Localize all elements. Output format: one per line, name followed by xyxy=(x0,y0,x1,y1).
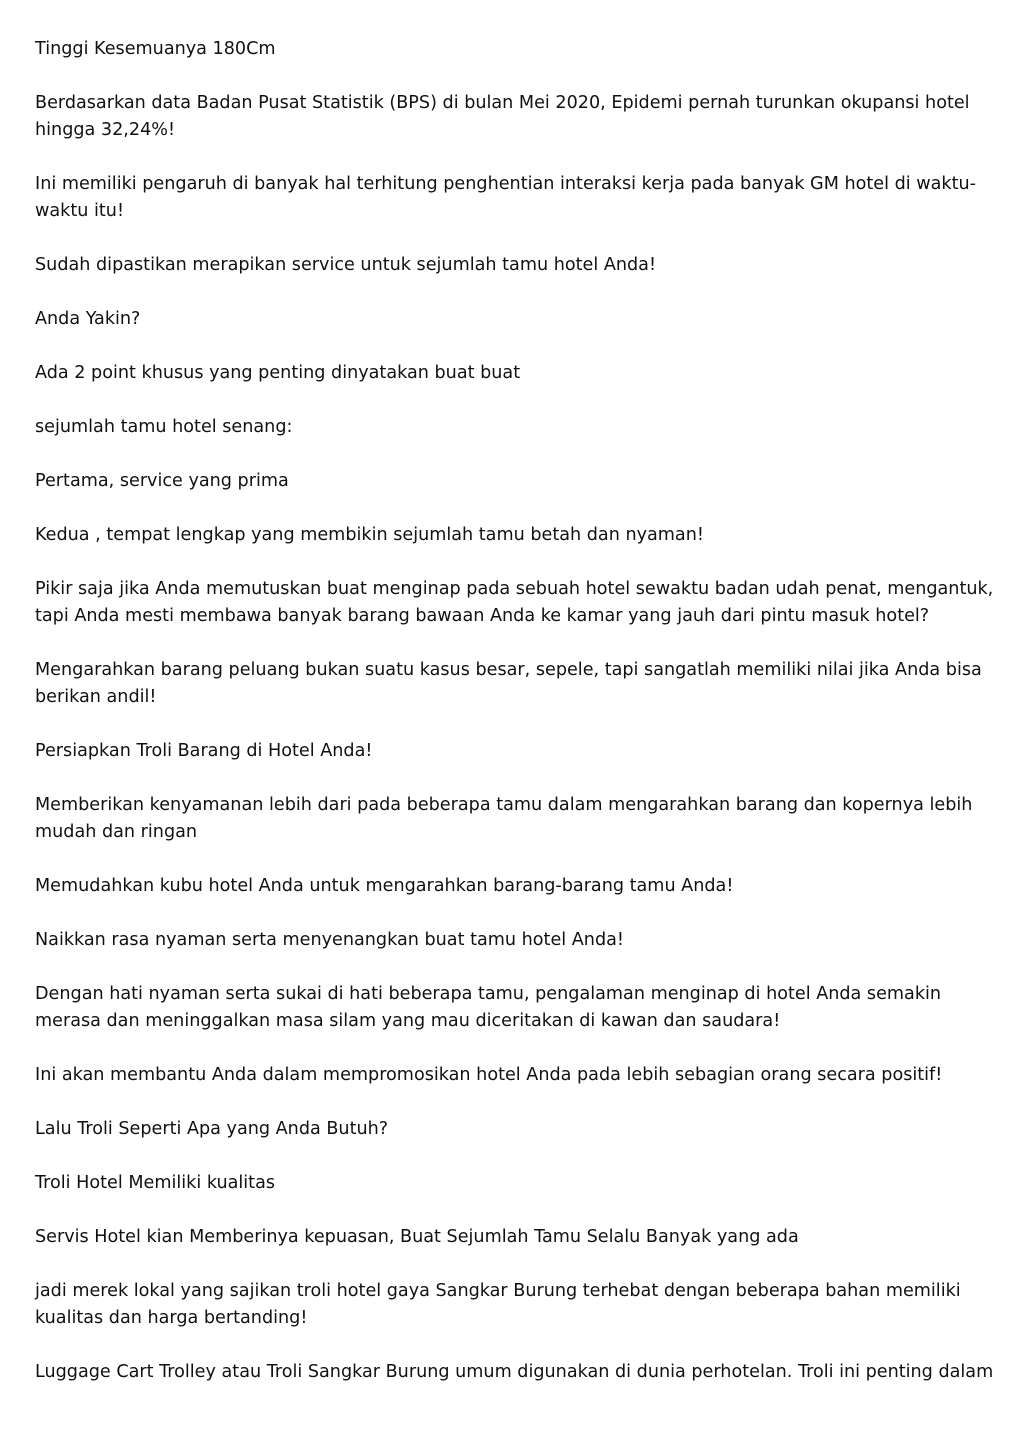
paragraph-question: Anda Yakin? xyxy=(35,309,141,329)
paragraph-raise-comfort: Naikkan rasa nyaman serta menyenangkan buat tamu hotel Anda! xyxy=(35,930,624,950)
paragraph-satisfaction: Servis Hotel kian Memberinya kepuasan, Buat Sejumlah Tamu Selalu Banyak yang ada xyxy=(35,1227,799,1247)
paragraph-quality: Troli Hotel Memiliki kualitas xyxy=(35,1173,276,1193)
paragraph-comfort: Memberikan kenyamanan lebih dari pada beberapa tamu dalam mengarahkan barang dan kopernya lebih mudah dan ringan xyxy=(35,795,973,842)
paragraph-service: Sudah dipastikan merapikan service untuk sejumlah tamu hotel Anda! xyxy=(35,255,657,275)
paragraph-luggage-cart: Luggage Cart Trolley atau Troli Sangkar Burung umum digunakan di dunia perhotelan. Troli ini penting dalam xyxy=(35,1362,994,1382)
paragraph-first-point: Pertama, service yang prima xyxy=(35,471,289,491)
paragraph-influence: Ini memiliki pengaruh di banyak hal terhitung penghentian interaksi kerja pada banyak GM hotel di waktu-waktu itu! xyxy=(35,174,976,221)
paragraph-second-point: Kedua , tempat lengkap yang membikin sejumlah tamu betah dan nyaman! xyxy=(35,525,704,545)
paragraph-ease: Memudahkan kubu hotel Anda untuk mengarahkan barang-barang tamu Anda! xyxy=(35,876,734,896)
paragraph-prepare-trolley: Persiapkan Troli Barang di Hotel Anda! xyxy=(35,741,373,761)
paragraph-which-trolley: Lalu Troli Seperti Apa yang Anda Butuh? xyxy=(35,1119,389,1139)
paragraph-bps-data: Berdasarkan data Badan Pusat Statistik (BPS) di bulan Mei 2020, Epidemi pernah turunkan okupansi hotel hingga 32,24%! xyxy=(35,93,970,140)
paragraph-two-points: Ada 2 point khusus yang penting dinyatakan buat buat xyxy=(35,363,521,383)
paragraph-imagine: Pikir saja jika Anda memutuskan buat menginap pada sebuah hotel sewaktu badan udah penat, mengantuk, tapi Anda mesti membawa banyak barang bawaan Anda ke kamar yang jauh dari pintu masuk hotel? xyxy=(35,579,994,626)
paragraph-experience: Dengan hati nyaman serta sukai di hati beberapa tamu, pengalaman menginap di hotel Anda semakin merasa dan meninggalkan masa silam yang mau diceritakan di kawan dan saudara! xyxy=(35,984,942,1031)
paragraph-height: Tinggi Kesemuanya 180Cm xyxy=(35,39,276,59)
document-page xyxy=(35,36,995,1413)
paragraph-guests-happy: sejumlah tamu hotel senang: xyxy=(35,417,293,437)
paragraph-luggage: Mengarahkan barang peluang bukan suatu kasus besar, sepele, tapi sangatlah memiliki nilai jika Anda bisa berikan andil! xyxy=(35,660,982,707)
paragraph-local-brand: jadi merek lokal yang sajikan troli hotel gaya Sangkar Burung terhebat dengan beberapa bahan memiliki kualitas dan harga bertanding! xyxy=(35,1281,961,1328)
paragraph-promotion: Ini akan membantu Anda dalam mempromosikan hotel Anda pada lebih sebagian orang secara positif! xyxy=(35,1065,943,1085)
